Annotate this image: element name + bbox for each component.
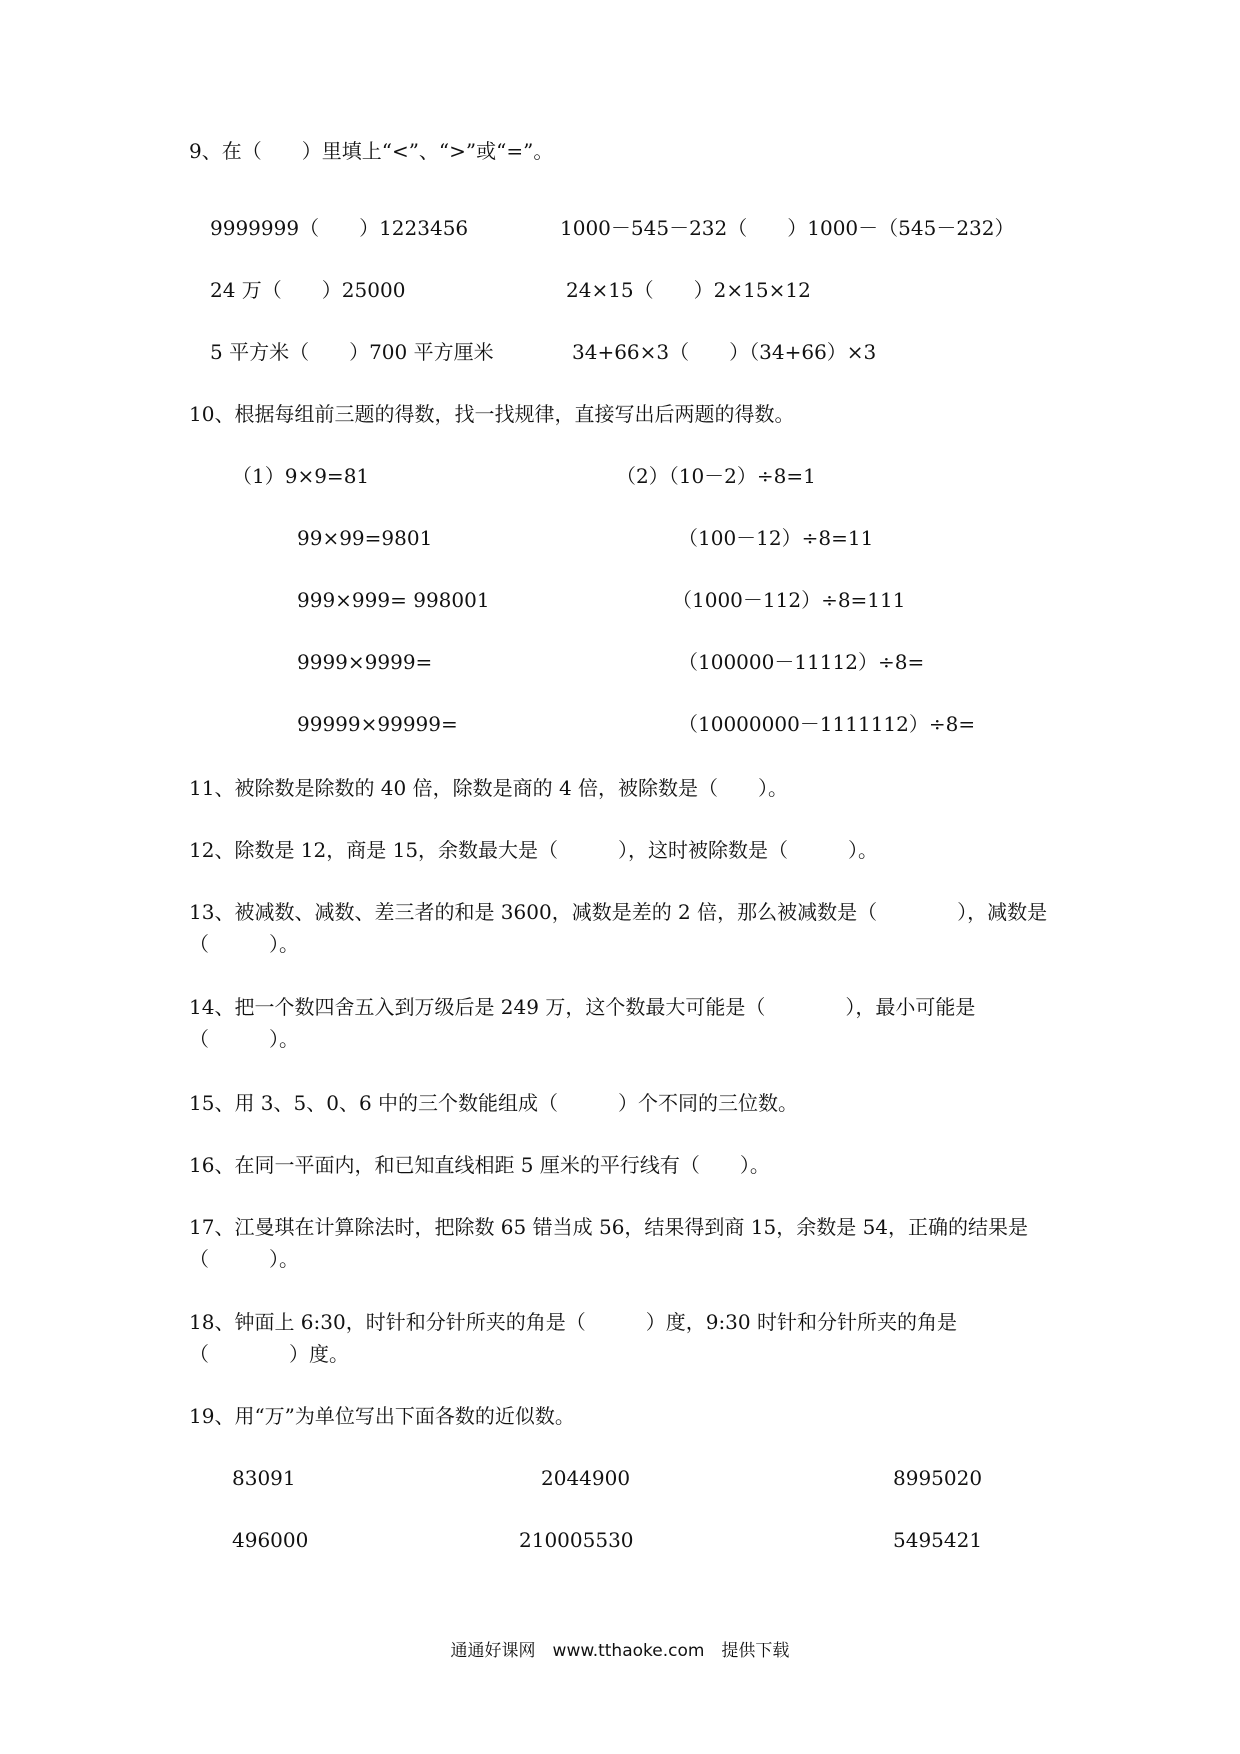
q10-group1-line3: 999×999= 998001 [297, 588, 490, 612]
page-footer: 通通好课网 www.tthaoke.com 提供下载 [450, 1641, 790, 1661]
q9-row1-left: 9999999（ ）1223456 [210, 216, 469, 240]
q15: 15、用 3、5、0、6 中的三个数能组成（ ）个不同的三位数。 [189, 1091, 799, 1115]
q16: 16、在同一平面内，和已知直线相距 5 厘米的平行线有（ ）。 [189, 1153, 770, 1177]
q19-title: 19、用“万”为单位写出下面各数的近似数。 [189, 1404, 575, 1428]
q10-group2-line2: （100－12）÷8=11 [678, 526, 874, 550]
q18: 18、钟面上 6:30，时针和分针所夹的角是（ ）度，9:30 时针和分针所夹的角是（ ）度。 [189, 1310, 957, 1366]
q11: 11、被除数是除数的 40 倍，除数是商的 4 倍，被除数是（ ）。 [189, 776, 789, 800]
q19-row2-col3: 5495421 [893, 1528, 983, 1552]
q19-row2-col2: 210005530 [519, 1528, 634, 1552]
q9-row3-right: 34+66×3（ ）（34+66）×3 [572, 340, 877, 364]
q17: 17、江曼琪在计算除法时，把除数 65 错当成 56，结果得到商 15，余数是 54，正确的结果是（ ）。 [189, 1215, 1029, 1271]
q9-row3-left: 5 平方米（ ）700 平方厘米 [210, 340, 494, 364]
q10-title: 10、根据每组前三题的得数，找一找规律，直接写出后两题的得数。 [189, 402, 795, 426]
q10-group2-label: （2）（10－2）÷8=1 [616, 464, 816, 488]
q9-title: 9、在（ ）里填上“<”、“>”或“=”。 [189, 139, 554, 163]
q12: 12、除数是 12，商是 15，余数最大是（ ），这时被除数是（ ）。 [189, 838, 879, 862]
q19-row1-col2: 2044900 [541, 1466, 631, 1490]
q9-row2-left: 24 万（ ）25000 [210, 278, 406, 302]
q13: 13、被减数、减数、差三者的和是 3600，减数是差的 2 倍，那么被减数是（ ），减数是（ ）。 [189, 900, 1048, 956]
q9-row1-right: 1000－545－232（ ）1000－（545－232） [560, 216, 1015, 240]
q9-row2-right: 24×15（ ）2×15×12 [566, 278, 811, 302]
q19-row1-col1: 83091 [232, 1466, 296, 1490]
q10-group1-line4: 9999×9999= [297, 650, 433, 674]
q19-row2-col1: 496000 [232, 1528, 309, 1552]
q10-group1-label: （1）9×9=81 [232, 464, 370, 488]
q10-group1-line2: 99×99=9801 [297, 526, 433, 550]
q10-group1-line5: 99999×99999= [297, 712, 458, 736]
q10-group2-line4: （100000－11112）÷8= [678, 650, 925, 674]
q10-group2-line3: （1000－112）÷8=111 [672, 588, 906, 612]
q19-row1-col3: 8995020 [893, 1466, 983, 1490]
q10-group2-line5: （10000000－1111112）÷8= [678, 712, 976, 736]
q14: 14、把一个数四舍五入到万级后是 249 万，这个数最大可能是（ ），最小可能是（ ）。 [189, 995, 976, 1051]
